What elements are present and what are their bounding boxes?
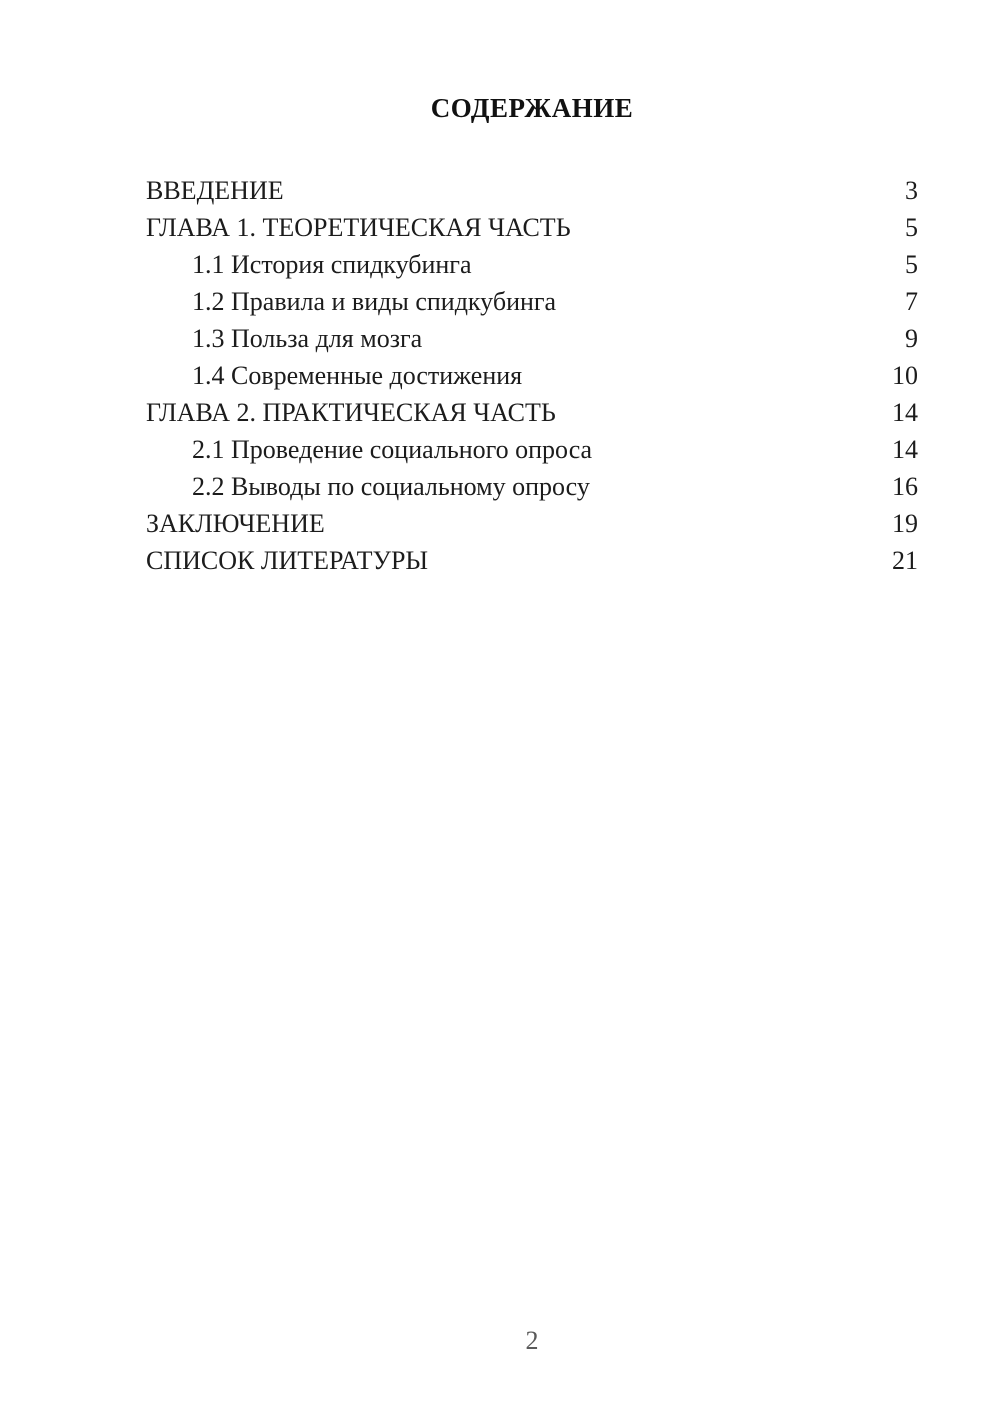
toc-entry-page-number: 14: [892, 398, 918, 427]
toc-entry-label: ГЛАВА 1. ТЕОРЕТИЧЕСКАЯ ЧАСТЬ: [146, 213, 571, 242]
toc-entry-page-number: 5: [905, 250, 918, 279]
toc-entry-page-number: 21: [892, 546, 918, 575]
toc-entry-label: 1.3 Польза для мозга: [192, 324, 423, 353]
toc-entry-label: ЗАКЛЮЧЕНИЕ: [146, 509, 325, 538]
toc-row: [146, 542, 918, 579]
toc-content: [146, 92, 918, 579]
toc-entry-page-number: 3: [905, 176, 918, 205]
toc-row: [146, 505, 918, 542]
toc-row: [146, 246, 918, 283]
toc-list: [146, 172, 918, 579]
toc-row: [146, 357, 918, 394]
toc-row: [146, 468, 918, 505]
toc-entry-label: 1.4 Современные достижения: [192, 361, 523, 390]
toc-entry-page-number: 5: [905, 213, 918, 242]
toc-entry-page-number: 10: [892, 361, 918, 390]
toc-entry-label: 2.2 Выводы по социальному опросу: [192, 472, 590, 501]
toc-entry-page-number: 7: [905, 287, 918, 316]
toc-entry-label: ВВЕДЕНИЕ: [146, 176, 284, 205]
toc-entry-label: 1.2 Правила и виды спидкубинга: [192, 287, 557, 316]
toc-row: [146, 394, 918, 431]
footer-page-number: 2: [525, 1326, 539, 1355]
toc-row: [146, 209, 918, 246]
toc-entry-label: ГЛАВА 2. ПРАКТИЧЕСКАЯ ЧАСТЬ: [146, 398, 556, 427]
toc-entry-label: 1.1 История спидкубинга: [192, 250, 472, 279]
toc-entry-page-number: 14: [892, 435, 918, 464]
toc-entry-page-number: 19: [892, 509, 918, 538]
toc-row: [146, 431, 918, 468]
toc-row: [146, 283, 918, 320]
page-title: СОДЕРЖАНИЕ: [430, 93, 634, 123]
toc-entry-page-number: 9: [905, 324, 918, 353]
toc-entry-label: 2.1 Проведение социального опроса: [192, 435, 593, 464]
toc-row: [146, 320, 918, 357]
toc-entry-page-number: 16: [892, 472, 918, 501]
toc-entry-label: СПИСОК ЛИТЕРАТУРЫ: [146, 546, 429, 575]
toc-row: [146, 172, 918, 209]
